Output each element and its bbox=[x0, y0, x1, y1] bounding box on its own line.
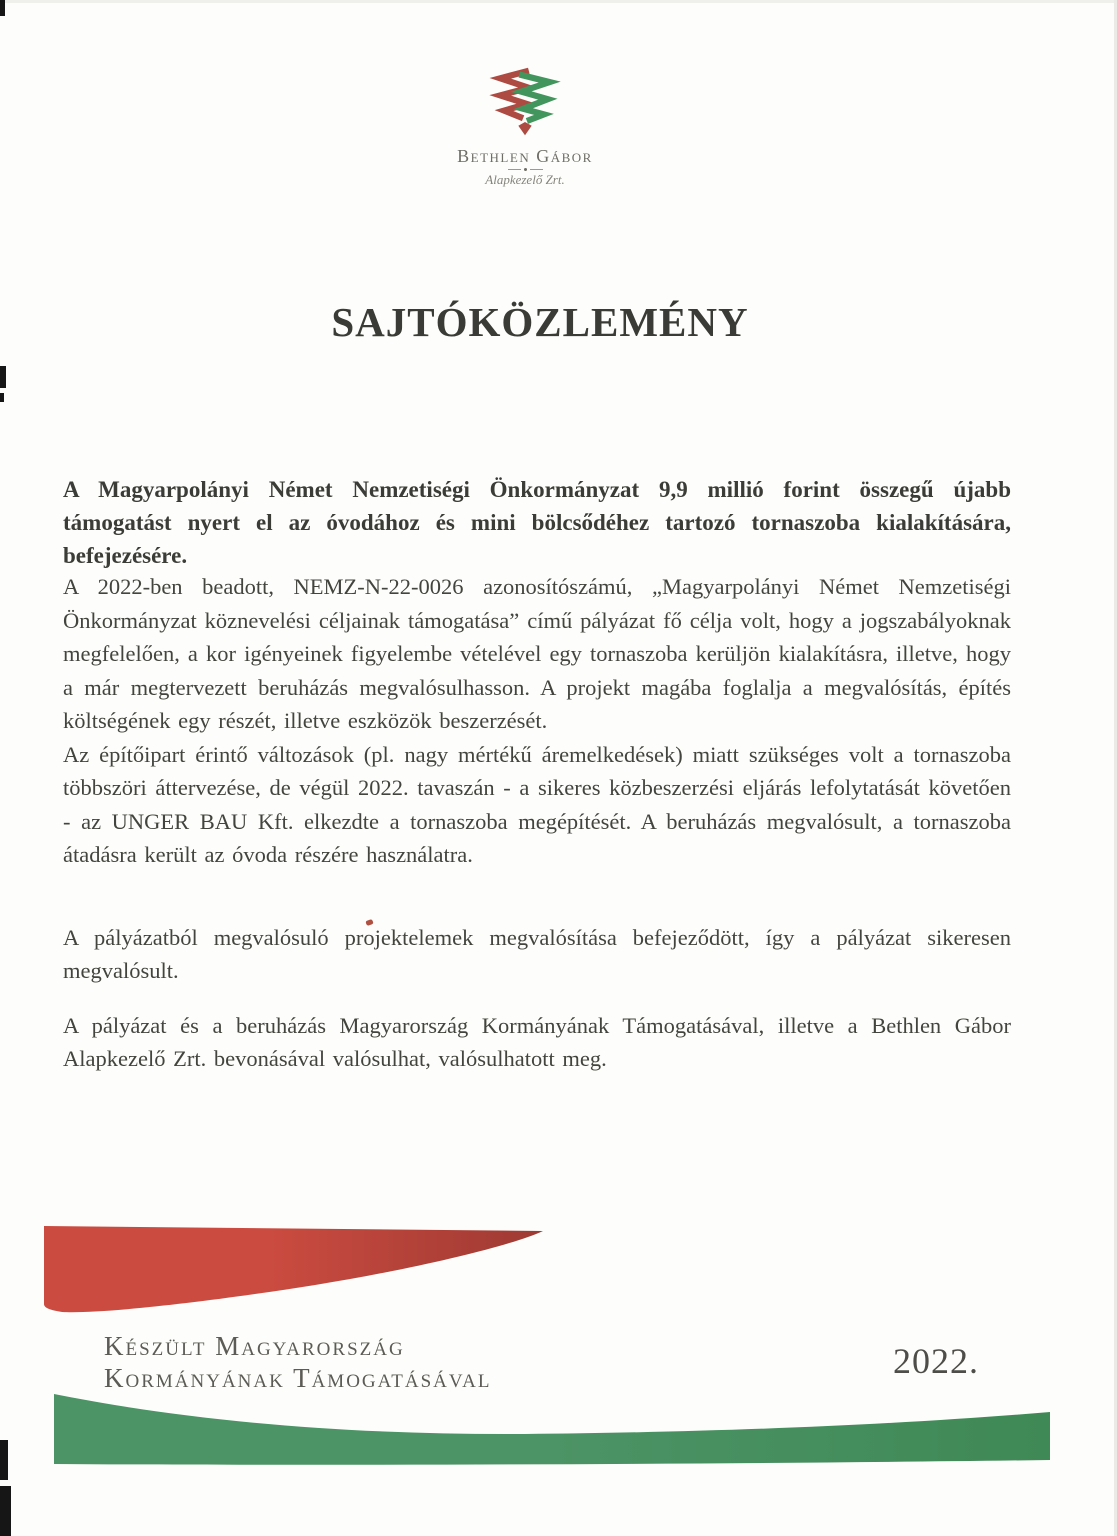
logo-separator bbox=[430, 168, 620, 171]
logo-subtitle: Alapkezelő Zrt. bbox=[485, 172, 565, 187]
scan-artifact bbox=[0, 0, 5, 16]
scan-artifact bbox=[0, 393, 4, 402]
footer-red-wave bbox=[44, 1222, 546, 1318]
body-paragraph-3: A pályázatból megvalósuló projektelemek megvalósítása befejeződött, így a pályázat sikeresen megvalósult. bbox=[63, 924, 1011, 983]
year-label: 2022. bbox=[893, 1341, 979, 1381]
support-text bbox=[104, 1330, 491, 1394]
scan-artifact bbox=[0, 1440, 8, 1480]
footer-green-wave bbox=[54, 1388, 1050, 1468]
logo-block bbox=[430, 64, 620, 187]
support-text-line2: Kormányának Támogatásával bbox=[104, 1363, 492, 1393]
scan-artifact bbox=[0, 1486, 11, 1536]
lead-paragraph: A Magyarpolányi Német Nemzetiségi Önkormányzat 9,9 millió forint összegű újabb támogatást nyert el az óvodához és mini bölcsődéhez tartozó tornaszoba kialakítására, befejezésére. bbox=[63, 477, 1011, 568]
scan-artifact bbox=[0, 366, 6, 388]
body-paragraph-group bbox=[63, 570, 1011, 872]
body-paragraph-2: Az építőipart érintő változások (pl. nagy mértékű áremelkedések) miatt szükséges volt a tornaszoba többszöri áttervezése, de végül 2022. tavaszán - a sikeres közbeszerzési eljárás lefolytatását követően - az UNGER BAU Kft. elkezdte a tornaszoba megépítését. A beruházás megvalósult, a tornaszoba átadásra került az óvoda részére használatra. bbox=[63, 741, 1011, 867]
document-title: SAJTÓKÖZLEMÉNY bbox=[331, 299, 749, 345]
logo-title: Bethlen Gábor bbox=[457, 146, 593, 166]
bethlen-gabor-shield-icon bbox=[487, 64, 563, 142]
support-text-line1: Készült Magyarország bbox=[104, 1331, 405, 1361]
body-paragraph-4: A pályázat és a beruházás Magyarország Kormányának Támogatásával, illetve a Bethlen Gábor Alapkezelő Zrt. bevonásával valósulhat, valósulhatott meg. bbox=[63, 1012, 1011, 1071]
body-paragraph-1: A 2022-ben beadott, NEMZ-N-22-0026 azonosítószámú, „Magyarpolányi Német Nemzetiségi Önkormányzat köznevelési céljainak támogatása” című pályázat fő célja volt, hogy a jogszabályoknak megfelelően, a kor igényeinek figyelembe vételével egy tornaszoba kerüljön kialakításra, illetve, hogy a már megtervezett beruházás megvalósulhasson. A projekt magába foglalja a megvalósítás, építés költségének egy részét, illetve eszközök beszerzését. bbox=[63, 574, 1011, 733]
